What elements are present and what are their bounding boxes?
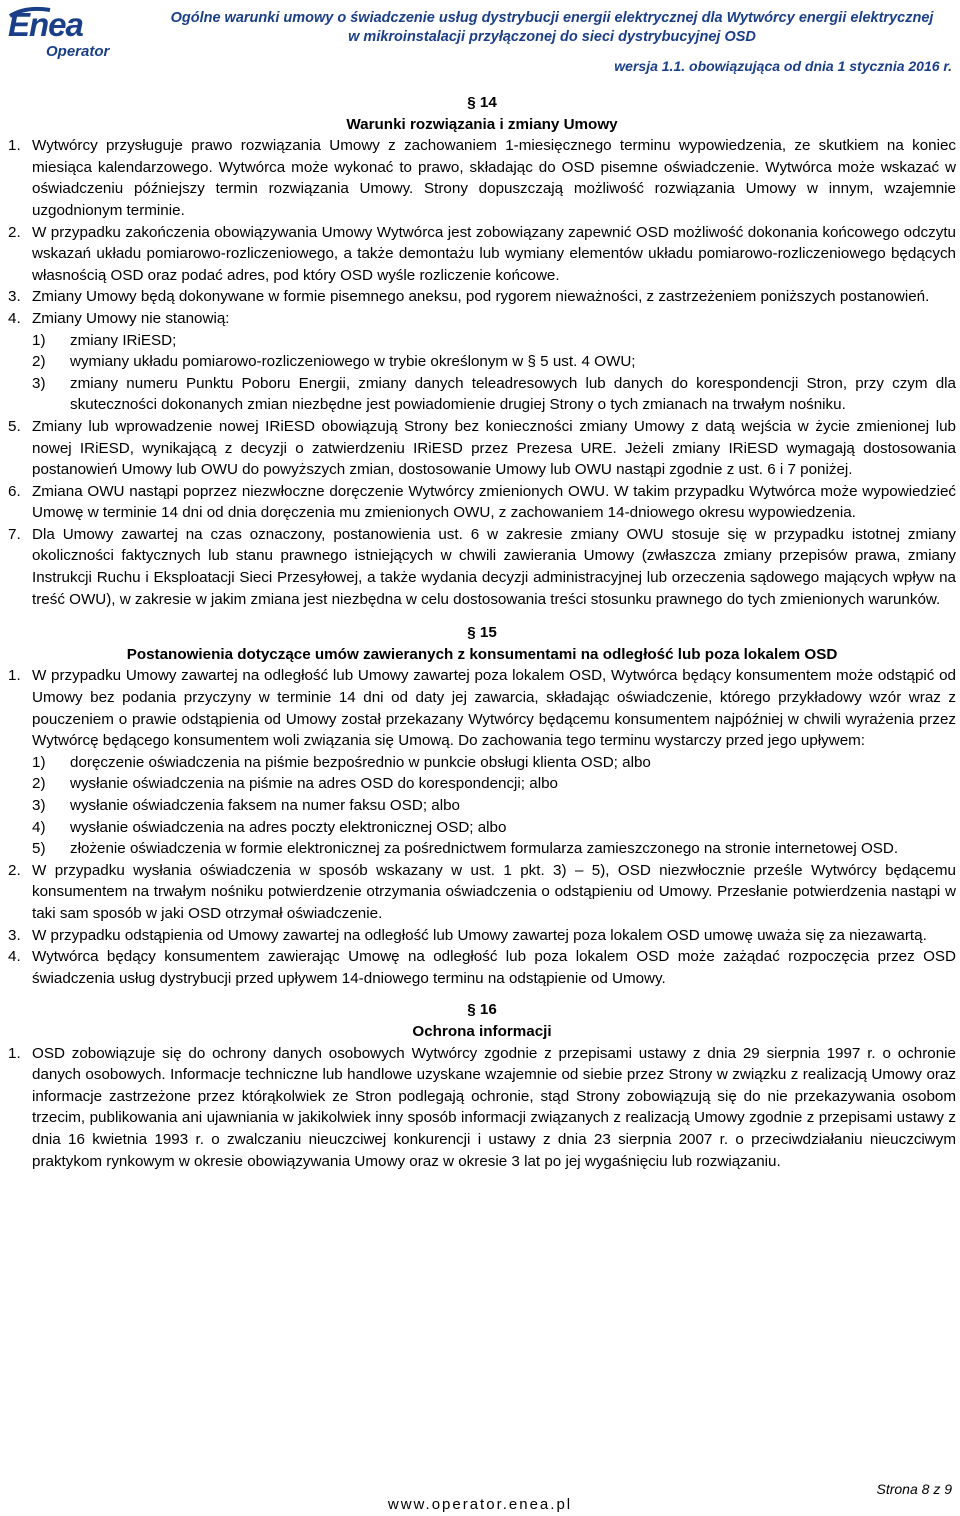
s15-p1-item-1 (8, 752, 956, 774)
s14-paragraph-3 (8, 286, 956, 308)
s14-paragraph-4 (8, 308, 956, 330)
page-number: Strona 8 z 9 (876, 1481, 952, 1497)
para-text: Zmiany Umowy będą dokonywane w formie pisemnego aneksu, pod rygorem nieważności, z zastrzeżeniem poniższych postanowień. (32, 288, 930, 306)
section-14-title: Warunki rozwiązania i zmiany Umowy (346, 115, 618, 133)
s15-paragraph-4 (8, 946, 956, 989)
s15-paragraph-2 (8, 860, 956, 925)
spacer (8, 610, 956, 622)
item-text: wysłanie oświadczenia na piśmie na adres OSD do korespondencji; albo (70, 775, 558, 793)
para-text: Zmiany lub wprowadzenie nowej IRiESD obowiązują Strony bez konieczności zmiany Umowy z datą wejścia w życie zmienionej lub nowej IRiESD, wynikającą z decyzji o zatwierdzeniu IRiESD przez Prezesa URE. Jeżeli zmiany IRiESD wymagają dostosowania postanowień Umowy lub OWU do powyższych zmian, dostosowanie Umowy lub OWU nastąpi zgodnie z ust. 6 i 7 poniżej. (32, 417, 956, 479)
s14-paragraph-1 (8, 135, 956, 221)
para-number: 1. (8, 1044, 21, 1062)
logo-sub-text: Operator (46, 43, 110, 60)
para-number: 6. (8, 482, 21, 500)
s14-paragraph-5 (8, 416, 956, 481)
para-text: Dla Umowy zawartej na czas oznaczony, postanowienia ust. 6 w zakresie zmiany OWU stosuje się w przypadku istotnej zmiany okoliczności faktycznych lub stanu prawnego istniejących w chwili zawierania Umowy (zwłaszcza zmiany przepisów prawa, zmiany Instrukcji Ruchu i Eksploatacji Sieci Przesyłowej, a także wydania decyzji administracyjnej lub orzeczenia sądowego mających wpływ na treść OWU), w zakresie w jakim zmiana jest niezbędna w celu dostosowania treści stosunku prawnego do tych zmienionych warunków. (32, 525, 956, 608)
section-16-number: § 16 (467, 1001, 497, 1019)
para-number: 1. (8, 137, 21, 155)
para-number: 2. (8, 861, 21, 879)
para-number: 4. (8, 309, 21, 327)
s14-p4-item-2 (8, 351, 956, 373)
item-text: wysłanie oświadczenia na adres poczty elektronicznej OSD; albo (70, 818, 507, 836)
s15-p1-item-2 (8, 773, 956, 795)
header-title-line1: Ogólne warunki umowy o świadczenie usług dystrybucji energii elektrycznej dla Wytwórcy energii elektrycznej (170, 10, 934, 26)
item-number: 5) (32, 840, 46, 858)
s16-paragraph-1 (8, 1043, 956, 1173)
item-number: 3) (32, 797, 46, 814)
item-number: 2) (32, 775, 46, 793)
para-number: 1. (8, 667, 21, 685)
enea-operator-logo (6, 6, 124, 62)
para-text: Zmiana OWU nastąpi poprzez niezwłoczne doręczenie Wytwórcy zmienionych OWU. W takim przypadku Wytwórca może wypowiedzieć Umowę w terminie 14 dni od dnia doręczenia mu zmienionych OWU, z zachowaniem 14-dniowego okresu wypowiedzenia. (32, 482, 956, 522)
item-text: wymiany układu pomiarowo-rozliczeniowego w trybie określonym w § 5 ust. 4 OWU; (70, 353, 636, 371)
item-number: 3) (32, 374, 46, 392)
s15-paragraph-1 (8, 665, 956, 751)
item-text: wysłanie oświadczenia faksem na numer faksu OSD; albo (70, 797, 460, 814)
para-text: Wytwórcy przysługuje prawo rozwiązania Umowy z zachowaniem 1-miesięcznego terminu wypowiedzenia, ze skutkiem na koniec miesiąca kalendarzowego. Wytwórca może wykonać to prawo, składając do OSD pisemne oświadczenie. Wytwórca może wskazać w oświadczeniu późniejszy termin rozwiązania Umowy. Strony dopuszczają możliwość rozwiązania Umowy w innym, wzajemnie uzgodnionym terminie. (32, 137, 956, 219)
para-text: OSD zobowiązuje się do ochrony danych osobowych Wytwórcy zgodnie z przepisami ustawy z dnia 29 sierpnia 1997 r. o ochronie danych osobowych. Informacje techniczne lub handlowe uzyskane wzajemnie od siebie przez Strony w związku z realizacją Umowy oraz informacje zastrzeżone przez którąkolwiek ze Stron podlegają ochronie, stąd Strony zobowiązują się do nie przekazywania osobom trzecim, publikowania ani ujawniania w jakikolwiek inny sposób informacji związanych z realizacją Umowy zgodnie z przepisami ustawy z dnia 16 kwietnia 1993 r. o zwalczaniu nieuczciwej konkurencji i ustawy z dnia 23 sierpnia 2007 r. o przeciwdziałaniu nieuczciwym praktykom rynkowym w okresie obowiązywania Umowy oraz w okresie 3 lat po jej wygaśnięciu lub rozwiązaniu. (32, 1044, 956, 1170)
item-number: 4) (32, 818, 46, 836)
s15-p1-item-4 (8, 817, 956, 839)
page-header (0, 0, 960, 80)
section-15-number: § 15 (467, 624, 497, 642)
item-text: doręczenie oświadczenia na piśmie bezpośrednio w punkcie obsługi klienta OSD; albo (70, 753, 651, 771)
item-text: zmiany numeru Punktu Poboru Energii, zmiany danych teleadresowych lub danych do korespondencji Stron, przy czym dla skuteczności dokonanych zmian niezbędne jest powiadomienie drugiej Strony o tych zmianach na trwałym nośniku. (70, 374, 956, 414)
item-text: zmiany IRiESD; (70, 331, 177, 349)
para-number: 7. (8, 525, 21, 543)
para-number: 4. (8, 948, 21, 966)
para-number: 5. (8, 417, 21, 435)
section-14-number: § 14 (467, 94, 497, 111)
para-number: 3. (8, 926, 21, 944)
s14-p4-item-3 (8, 373, 956, 416)
item-number: 1) (32, 331, 46, 349)
para-text: W przypadku zakończenia obowiązywania Umowy Wytwórca jest zobowiązany zapewnić OSD możliwość dokonania końcowego odczytu wskazań układu pomiarowo-rozliczeniowego, a także demontażu lub wymiany elementów układu pomiarowo-rozliczeniowego będących własnością OSD oraz podać adres, pod który OSD wyśle rozliczenie końcowe. (32, 223, 956, 284)
para-number: 3. (8, 288, 21, 306)
section-16-title: Ochrona informacji (412, 1022, 552, 1040)
s15-p1-item-5 (8, 838, 956, 860)
document-body (8, 92, 956, 1172)
header-version: wersja 1.1. obowiązująca od dnia 1 stycznia 2016 r. (614, 58, 952, 74)
para-text: W przypadku odstąpienia od Umowy zawartej na odległość lub Umowy zawartej poza lokalem OSD umowę uważa się za niezawartą. (32, 926, 927, 944)
para-number: 2. (8, 223, 21, 241)
para-text: W przypadku Umowy zawartej na odległość lub Umowy zawartej poza lokalem OSD, Wytwórca będący konsumentem może odstąpić od Umowy bez podania przyczyny w terminie 14 dni od daty jej zawarcia, składając oświadczenie, którego przykładowy wzór wraz z pouczeniem o prawie odstąpienia od Umowy został przekazany Wytwórcy będącemu konsumentem najpóźniej w chwili wyrażenia przez Wytwórcę będącego konsumentem woli związania się Umową. Do zachowania tego terminu wystarczy przed jego upływem: (32, 667, 956, 750)
item-text: złożenie oświadczenia w formie elektronicznej za pośrednictwem formularza zamieszczonego na stronie internetowej OSD. (70, 840, 899, 858)
s15-p1-item-3 (8, 795, 956, 817)
s14-paragraph-6 (8, 481, 956, 524)
section-15-title: Postanowienia dotyczące umów zawieranych z konsumentami na odległość lub poza lokalem OSD (126, 645, 838, 663)
s14-paragraph-2 (8, 222, 956, 287)
item-number: 2) (32, 353, 46, 371)
s14-paragraph-7 (8, 524, 956, 610)
footer-url-link[interactable]: www.operator.enea.pl (387, 1496, 573, 1513)
item-number: 1) (32, 753, 46, 771)
s14-p4-item-1 (8, 330, 956, 352)
para-text: Wytwórca będący konsumentem zawierając Umowę na odległość lub poza lokalem OSD może zażądać rozpoczęcia przez OSD świadczenia usług dystrybucji przed upływem 14-dniowego terminu na odstąpienie od Umowy. (32, 948, 956, 987)
header-title-line2: w mikroinstalacji przyłączonej do sieci dystrybucyjnej OSD (348, 29, 756, 45)
s15-paragraph-3 (8, 925, 956, 947)
para-text: Zmiany Umowy nie stanowią: (32, 309, 230, 327)
para-text: W przypadku wysłania oświadczenia w sposób wskazany w ust. 1 pkt. 3) – 5), OSD niezwłocznie prześle Wytwórcy będącemu konsumentem na trwałym nośniku potwierdzenie otrzymania oświadczenia o odstąpieniu od Umowy. Przesłanie potwierdzenia nastąpi w taki sam sposób w jaki OSD otrzymał oświadczenie. (32, 861, 956, 922)
spacer (8, 989, 956, 999)
logo-main-text: Enea (8, 6, 83, 43)
